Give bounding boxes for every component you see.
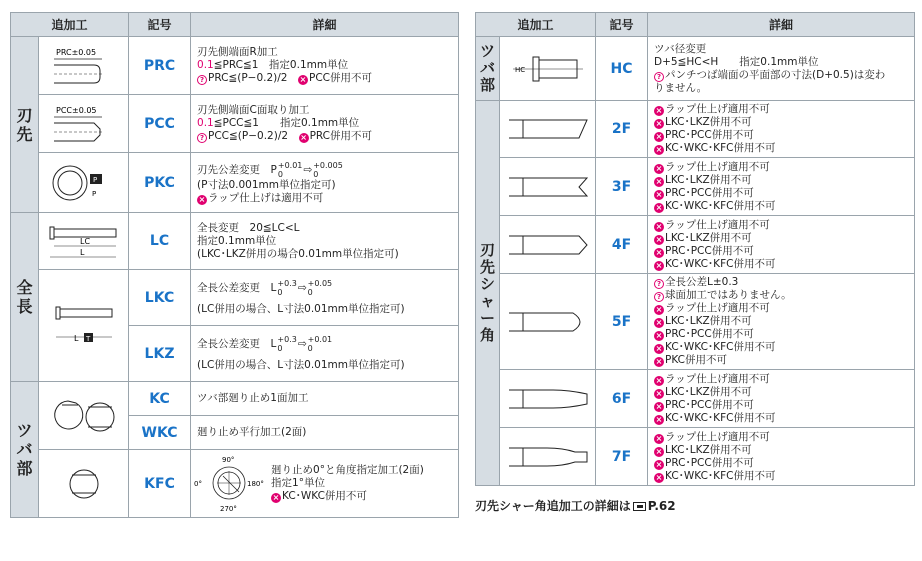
figure-3f (500, 158, 596, 216)
prohibit-icon: × (655, 401, 663, 411)
caution-icon: ? (197, 133, 207, 143)
code-kc: KC (129, 382, 191, 416)
figure-kc-wkc (39, 382, 129, 450)
header-process: 追加工 (476, 13, 596, 37)
table-row-4f (476, 216, 915, 274)
header-detail: 詳細 (648, 13, 915, 37)
table-row-pkc (11, 153, 459, 213)
table-row-3f (476, 158, 915, 216)
prohibit-icon: × (655, 305, 663, 314)
prohibit-icon: × (655, 344, 663, 353)
detail-4f: × ラップ仕上げ適用不可 × LKC･LKZ併用不可 × PRC･PCC併用不可 × KC･WKC･KFC併用不可 (648, 216, 915, 274)
prohibit-icon: × (655, 119, 663, 128)
figure-pcc (39, 95, 129, 153)
detail-2f: × ラップ仕上げ適用不可 × LKC･LKZ併用不可 × PRC･PCC併用不可 × KC･WKC･KFC併用不可 (648, 101, 915, 158)
svg-text:P: P (92, 175, 97, 184)
prohibit-icon: × (655, 247, 663, 257)
prohibit-icon: × (299, 75, 307, 84)
caution-icon: ? (654, 72, 664, 82)
footer-note (475, 497, 676, 514)
detail-hc: ツバ径変更 D+5≦HC<H 指定0.1mm単位 ? パンチつば端面の平面部の寸法(D+0.5)は変わ りません。 (648, 37, 915, 101)
svg-text:L: L (79, 248, 84, 257)
svg-text:PCC±0.05: PCC±0.05 (55, 105, 97, 115)
figure-lc (39, 213, 129, 270)
code-2f: 2F (596, 101, 648, 158)
prohibit-icon: × (655, 260, 663, 270)
caution-icon: ? (654, 292, 664, 302)
detail-kc: ツバ部廻り止め1面加工 (191, 382, 459, 416)
code-hc: HC (596, 37, 648, 101)
table-row-pcc (11, 95, 459, 153)
svg-text:180°: 180° (247, 479, 264, 488)
svg-text:HC: HC (514, 65, 525, 74)
left-spec-table (10, 12, 459, 518)
caution-icon: ? (654, 279, 664, 289)
code-kfc: KFC (129, 450, 191, 518)
svg-text:90°: 90° (222, 455, 235, 464)
code-prc: PRC (129, 37, 191, 95)
svg-text:PRC±0.05: PRC±0.05 (55, 47, 96, 57)
prohibit-icon: × (655, 202, 663, 212)
caution-icon: ? (197, 75, 207, 85)
detail-6f: × ラップ仕上げ適用不可 × LKC･LKZ併用不可 × PRC･PCC併用不可 × KC･WKC･KFC併用不可 (648, 370, 915, 428)
svg-text:0°: 0° (194, 479, 202, 488)
table-row-lc (11, 213, 459, 270)
footer-page-link[interactable]: P.62 (647, 499, 676, 513)
header-process: 追加工 (11, 13, 129, 37)
header-code: 記号 (129, 13, 191, 37)
left-header-row (11, 13, 459, 37)
table-row-7f (476, 428, 915, 486)
prohibit-icon: × (655, 357, 663, 366)
svg-text:270°: 270° (220, 504, 237, 513)
code-5f: 5F (596, 274, 648, 370)
page-reference-icon (633, 502, 646, 511)
category-tsuba-right: ツバ部 (476, 37, 500, 101)
detail-5f: ? 全長公差L±0.3 ? 球面加工ではありません。 × ラップ仕上げ適用不可 × LKC･LKZ併用不可 × PRC･PCC併用不可 × KC･WKC･KFC併用不可 × PKC併用不可 (648, 274, 915, 370)
prohibit-icon: × (272, 493, 280, 502)
figure-2f (500, 101, 596, 158)
table-row-2f (476, 101, 915, 158)
code-lkz: LKZ (129, 326, 191, 382)
code-3f: 3F (596, 158, 648, 216)
category-zencho: 全長 (11, 213, 39, 382)
category-hasaki: 刃先 (11, 37, 39, 213)
prohibit-icon: × (655, 331, 663, 340)
code-7f: 7F (596, 428, 648, 486)
prohibit-icon: × (655, 234, 663, 244)
detail-lkc: 全長公差変更 L +0.3 0 ⇨ +0.05 0 (LC併用の場合、L寸法0.01mm単位指定可) (191, 270, 459, 326)
svg-text:L: L (73, 333, 78, 343)
prohibit-icon: × (655, 106, 663, 115)
svg-text:P: P (91, 189, 96, 198)
figure-kfc (39, 450, 129, 518)
figure-pkc (39, 153, 129, 213)
prohibit-icon: × (655, 189, 663, 199)
detail-prc: 刃先側端面R加工 0.1≦PRC≦1 指定0.1mm単位 ? PRC≦(P−0.2)/2 × PCC併用不可 (191, 37, 459, 95)
figure-hc (500, 37, 596, 101)
prohibit-icon: × (655, 221, 663, 231)
code-pcc: PCC (129, 95, 191, 153)
table-row-5f (476, 274, 915, 370)
figure-7f (500, 428, 596, 486)
header-code: 記号 (596, 13, 648, 37)
detail-lkz: 全長公差変更 L +0.3 0 ⇨ +0.01 0 (LC併用の場合、L寸法0.01mm単位指定可) (191, 326, 459, 382)
prohibit-icon: × (655, 388, 663, 398)
detail-kfc: 90° 0° 180° 270° 廻り止め0°と角度指定加工(2面) 指定1°単位 × KC･WKC併用不可 (191, 450, 459, 518)
prohibit-icon: × (655, 318, 663, 327)
code-lkc: LKC (129, 270, 191, 326)
angle-diagram (193, 453, 271, 515)
code-lc: LC (129, 213, 191, 270)
svg-text:LC: LC (79, 237, 90, 246)
figure-5f (500, 274, 596, 370)
prohibit-icon: × (655, 446, 663, 456)
detail-lc: 全長変更 20≦LC<L 指定0.1mm単位 (LKC･LKZ併用の場合0.01mm単位指定可) (191, 213, 459, 270)
prohibit-icon: × (198, 194, 206, 204)
category-tsuba: ツバ部 (11, 382, 39, 518)
prohibit-icon: × (655, 145, 663, 154)
category-shear: 刃先シャー角 (476, 101, 500, 486)
detail-pcc: 刃先側端面C面取り加工 0.1≦PCC≦1 指定0.1mm単位 ? PCC≦(P−0.2)/2 × PRC併用不可 (191, 95, 459, 153)
detail-pkc: 刃先公差変更 P +0.01 0 ⇨ +0.005 0 (P寸法0.001mm単位指定可) × ラップ仕上げは適用不可 (191, 153, 459, 213)
code-wkc: WKC (129, 416, 191, 450)
svg-text:T: T (85, 334, 90, 343)
header-detail: 詳細 (191, 13, 459, 37)
code-6f: 6F (596, 370, 648, 428)
prohibit-icon: × (655, 472, 663, 482)
code-pkc: PKC (129, 153, 191, 213)
prohibit-icon: × (655, 375, 663, 385)
figure-lkc (39, 270, 129, 382)
prohibit-icon: × (655, 433, 663, 443)
footer-text: 刃先シャー角追加工の詳細は (475, 499, 631, 513)
figure-6f (500, 370, 596, 428)
table-row-hc (476, 37, 915, 101)
prohibit-icon: × (655, 163, 663, 173)
detail-7f: × ラップ仕上げ適用不可 × LKC･LKZ併用不可 × PRC･PCC併用不可 × KC･WKC･KFC併用不可 (648, 428, 915, 486)
right-header-row (476, 13, 915, 37)
table-row-kfc (11, 450, 459, 518)
prohibit-icon: × (655, 459, 663, 469)
table-row-lkc (11, 270, 459, 326)
figure-4f (500, 216, 596, 274)
table-row-prc (11, 37, 459, 95)
prohibit-icon: × (655, 176, 663, 186)
table-row-6f (476, 370, 915, 428)
prohibit-icon: × (300, 133, 307, 142)
right-spec-table (475, 12, 915, 486)
detail-wkc: 廻り止め平行加工(2面) (191, 416, 459, 450)
prohibit-icon: × (655, 414, 663, 424)
prohibit-icon: × (655, 132, 663, 141)
detail-3f: × ラップ仕上げ適用不可 × LKC･LKZ併用不可 × PRC･PCC併用不可 × KC･WKC･KFC併用不可 (648, 158, 915, 216)
code-4f: 4F (596, 216, 648, 274)
figure-prc (39, 37, 129, 95)
table-row-kc (11, 382, 459, 416)
